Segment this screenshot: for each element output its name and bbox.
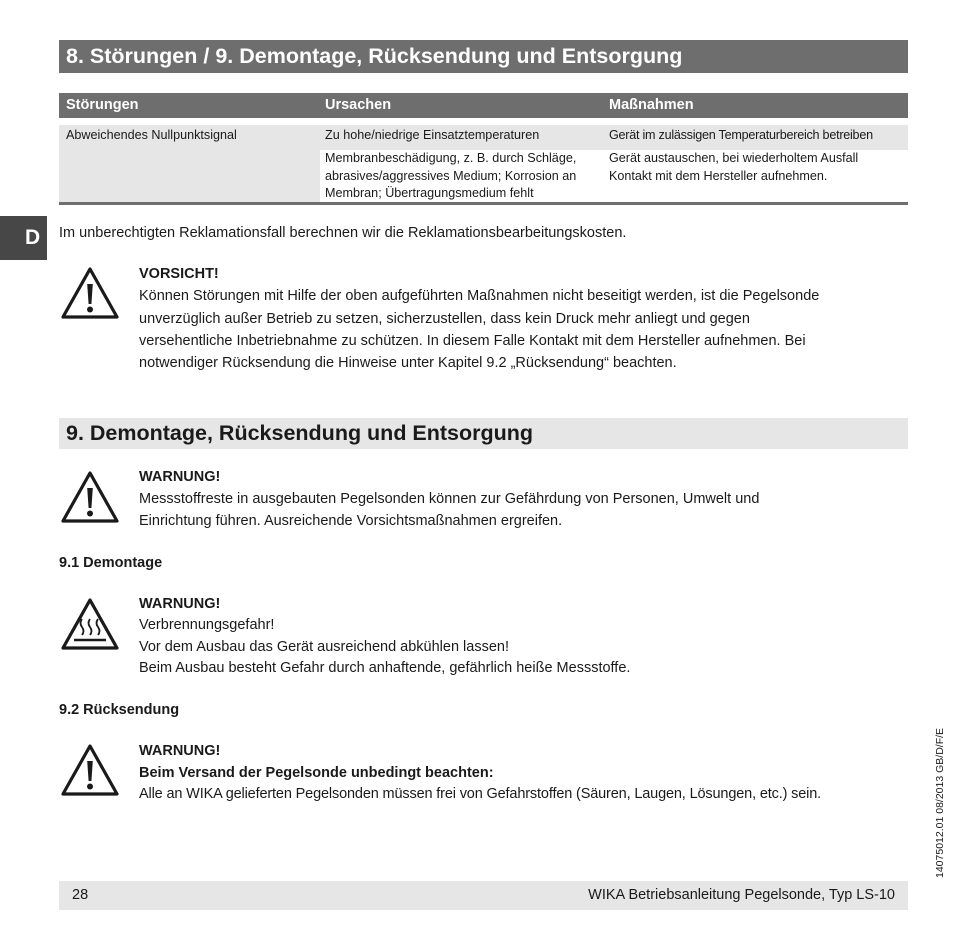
footer-title: WIKA Betriebsanleitung Pegelsonde, Typ LS-10	[588, 887, 895, 903]
measure-cell-1: Gerät im zulässigen Temperaturbereich betreiben	[609, 128, 873, 142]
warning-1-line-1: Messstoffreste in ausgebauten Pegelsonden können zur Gefährdung von Personen, Umwelt und	[139, 491, 760, 507]
page-heading: 8. Störungen / 9. Demontage, Rücksendung und Entsorgung	[59, 40, 908, 73]
warning-triangle-icon	[60, 470, 120, 524]
reclamation-note: Im unberechtigten Reklamationsfall berechnen wir die Reklamationsbearbeitungskosten.	[59, 225, 627, 241]
caution-title: VORSICHT!	[139, 266, 219, 282]
warning-2-title: WARNUNG!	[139, 596, 221, 612]
warning-triangle-icon	[60, 743, 120, 797]
header-measures: Maßnahmen	[609, 97, 694, 113]
language-tab: D	[0, 216, 47, 260]
caution-line-1: Können Störungen mit Hilfe der oben aufgeführten Maßnahmen nicht beseitigt werden, ist die Pegelsonde	[139, 288, 820, 304]
hot-surface-warning-icon	[60, 597, 120, 651]
warning-3-subtitle: Beim Versand der Pegelsonde unbedingt beachten:	[139, 765, 494, 781]
warning-2-line-3: Beim Ausbau besteht Gefahr durch anhaftende, gefährlich heiße Messstoffe.	[139, 660, 631, 676]
caution-line-3: versehentliche Inbetriebnahme zu schützen. In diesem Falle Kontakt mit dem Hersteller aufnehmen. Bei	[139, 333, 806, 349]
section-heading-9: 9. Demontage, Rücksendung und Entsorgung	[59, 418, 908, 449]
troubleshooting-table	[59, 93, 908, 205]
measure-cell-2: Gerät austauschen, bei wiederholtem Ausfall Kontakt mit dem Hersteller aufnehmen.	[609, 151, 859, 183]
page-footer	[59, 881, 908, 910]
warning-3-line: Alle an WIKA gelieferten Pegelsonden müssen frei von Gefahrstoffen (Säuren, Laugen, Lösungen, etc.) sein.	[139, 786, 822, 802]
caution-line-2: unverzüglich außer Betrieb zu setzen, sicherzustellen, dass kein Druck mehr anliegt und gegen	[139, 311, 750, 327]
caution-line-4: notwendiger Rücksendung die Hinweise unter Kapitel 9.2 „Rücksendung“ beachten.	[139, 355, 677, 371]
warning-2-line-2: Vor dem Ausbau das Gerät ausreichend abkühlen lassen!	[139, 639, 509, 655]
page-number: 28	[72, 887, 89, 903]
header-faults: Störungen	[66, 97, 139, 113]
warning-1-title: WARNUNG!	[139, 469, 221, 485]
subsection-heading-9-2: 9.2 Rücksendung	[59, 702, 180, 718]
document-code: 14075012.01 08/2013 GB/D/F/E	[934, 727, 946, 878]
warning-triangle-icon	[60, 266, 120, 320]
warning-2-line-1: Verbrennungsgefahr!	[139, 617, 275, 633]
header-causes: Ursachen	[325, 97, 392, 113]
table-row	[59, 125, 908, 205]
warning-1-line-2: Einrichtung führen. Ausreichende Vorsichtsmaßnahmen ergreifen.	[139, 513, 563, 529]
cause-cell-1: Zu hohe/niedrige Einsatztemperaturen	[325, 128, 540, 142]
table-header	[59, 93, 908, 118]
fault-cell: Abweichendes Nullpunktsignal	[66, 128, 237, 142]
warning-3-title: WARNUNG!	[139, 743, 221, 759]
subsection-heading-9-1: 9.1 Demontage	[59, 555, 163, 571]
cause-cell-2: Membranbeschädigung, z. B. durch Schläge, abrasives/aggressives Medium; Korrosion an Membran; Übertragungsmedium fehlt	[325, 151, 577, 200]
